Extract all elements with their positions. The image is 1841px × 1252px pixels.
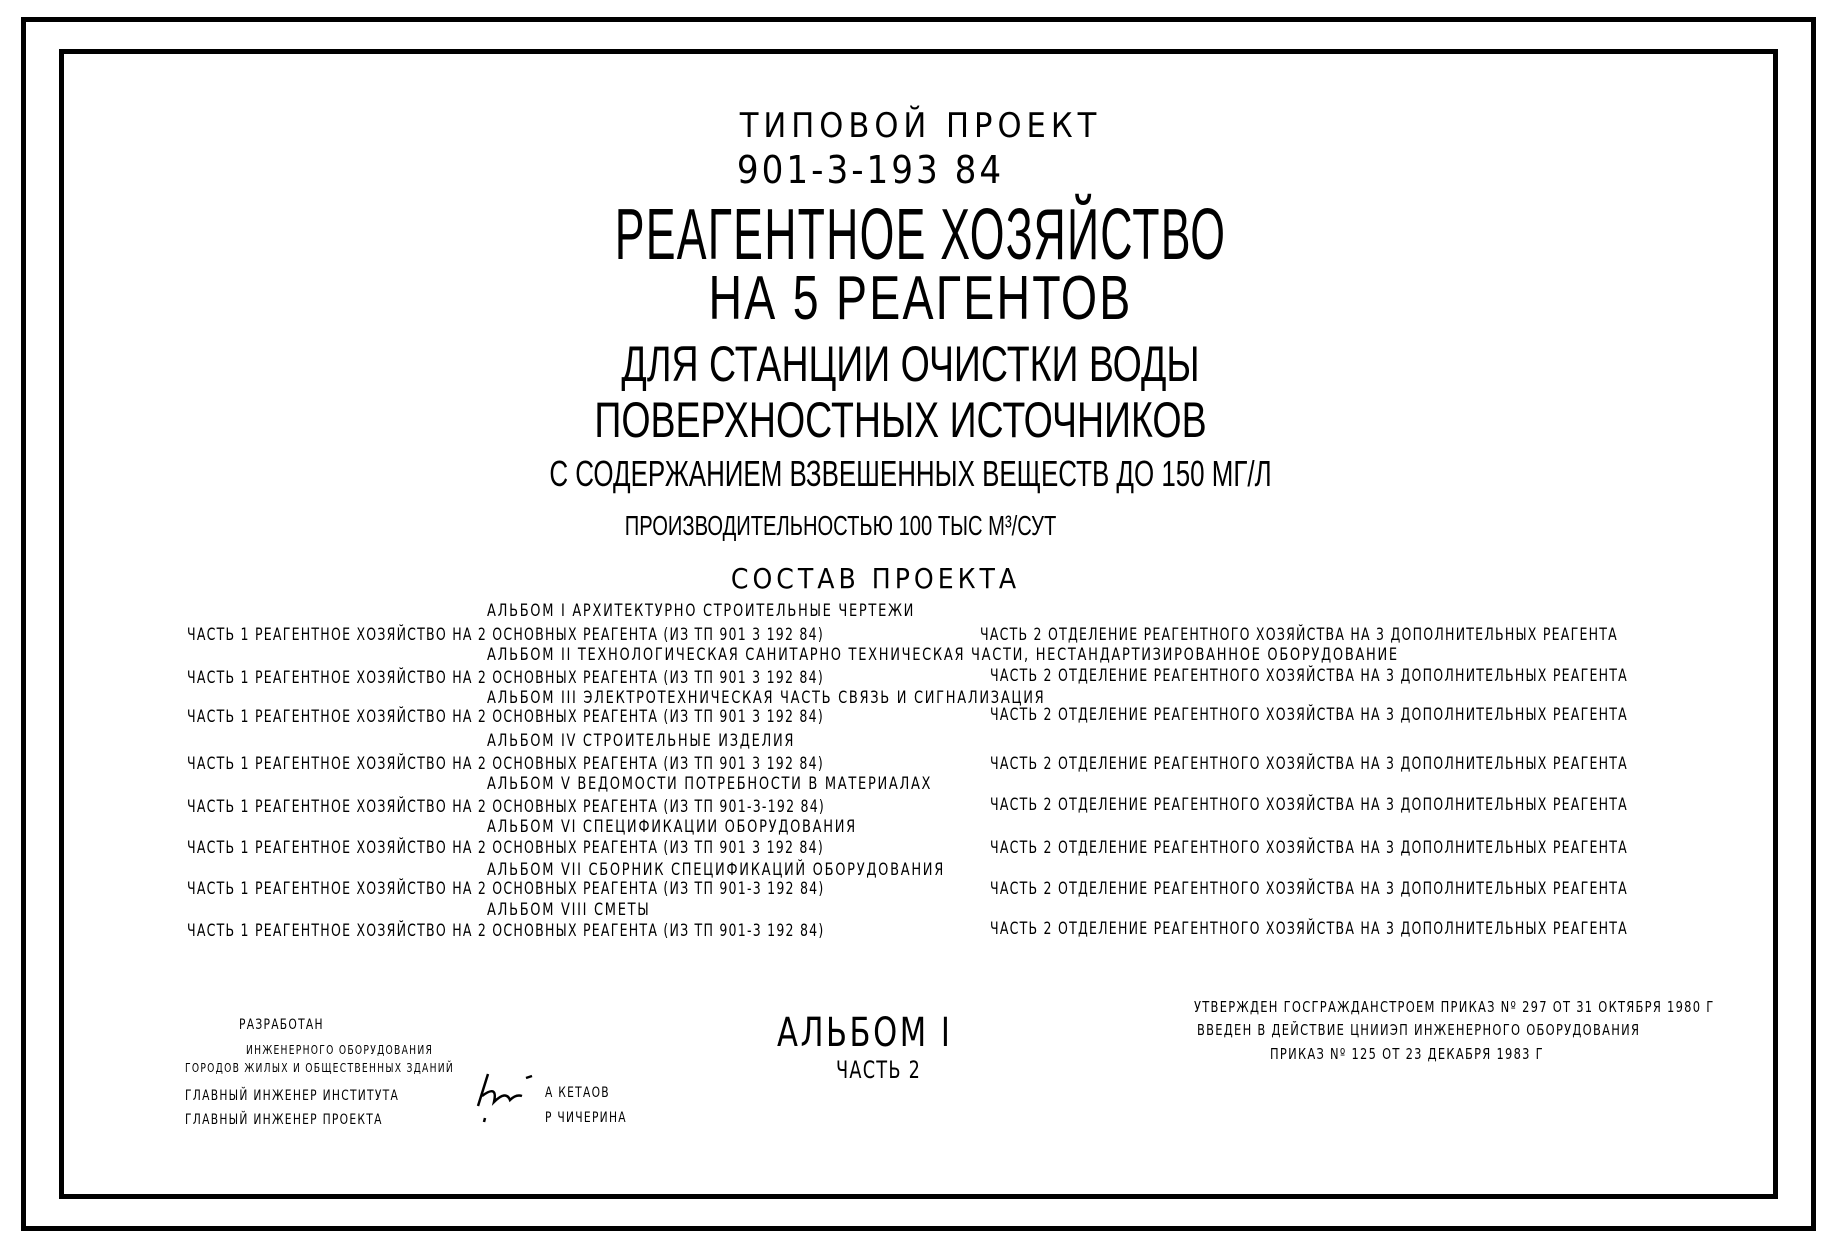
album-part1: ЧАСТЬ 1 РЕАГЕНТНОЕ ХОЗЯЙСТВО НА 2 ОСНОВНЫХ РЕАГЕНТА (ИЗ ТП 901-3-192 84) <box>187 797 826 817</box>
album-part1: ЧАСТЬ 1 РЕАГЕНТНОЕ ХОЗЯЙСТВО НА 2 ОСНОВНЫХ РЕАГЕНТА (ИЗ ТП 901 3 192 84) <box>187 625 824 645</box>
chief-engineer-project-label: ГЛАВНЫЙ ИНЖЕНЕР ПРОЕКТА <box>185 1112 383 1128</box>
album-part2: ЧАСТЬ 2 ОТДЕЛЕНИЕ РЕАГЕНТНОГО ХОЗЯЙСТВА НА 3 ДОПОЛНИТЕЛЬНЫХ РЕАГЕНТА <box>990 705 1628 725</box>
doc-type: ТИПОВОЙ ПРОЕКТ <box>739 106 1102 146</box>
signature-icon <box>470 1066 540 1126</box>
developer-org-1: ИНЖЕНЕРНОГО ОБОРУДОВАНИЯ <box>246 1043 434 1057</box>
album-part1: ЧАСТЬ 1 РЕАГЕНТНОЕ ХОЗЯЙСТВО НА 2 ОСНОВНЫХ РЕАГЕНТА (ИЗ ТП 901 3 192 84) <box>187 707 824 727</box>
chief-engineer-institute-name: А КЕТАОВ <box>545 1085 610 1101</box>
current-album: АЛЬБОМ I <box>777 1010 953 1056</box>
album-part2: ЧАСТЬ 2 ОТДЕЛЕНИЕ РЕАГЕНТНОГО ХОЗЯЙСТВА НА 3 ДОПОЛНИТЕЛЬНЫХ РЕАГЕНТА <box>990 838 1628 858</box>
album-part1: ЧАСТЬ 1 РЕАГЕНТНОЕ ХОЗЯЙСТВО НА 2 ОСНОВНЫХ РЕАГЕНТА (ИЗ ТП 901 3 192 84) <box>187 668 824 688</box>
developer-heading: РАЗРАБОТАН <box>239 1017 324 1033</box>
developer-org-2: ГОРОДОВ ЖИЛЫХ И ОБЩЕСТВЕННЫХ ЗДАНИЙ <box>185 1061 455 1075</box>
album-part1: ЧАСТЬ 1 РЕАГЕНТНОЕ ХОЗЯЙСТВО НА 2 ОСНОВНЫХ РЕАГЕНТА (ИЗ ТП 901 3 192 84) <box>187 754 824 774</box>
album-title: АЛЬБОМ I АРХИТЕКТУРНО СТРОИТЕЛЬНЫЕ ЧЕРТЕЖИ <box>487 601 916 621</box>
title-main-1: РЕАГЕНТНОЕ ХОЗЯЙСТВО <box>614 195 1227 275</box>
album-part1: ЧАСТЬ 1 РЕАГЕНТНОЕ ХОЗЯЙСТВО НА 2 ОСНОВНЫХ РЕАГЕНТА (ИЗ ТП 901-3 192 84) <box>187 921 825 941</box>
album-part2: ЧАСТЬ 2 ОТДЕЛЕНИЕ РЕАГЕНТНОГО ХОЗЯЙСТВА НА 3 ДОПОЛНИТЕЛЬНЫХ РЕАГЕНТА <box>990 795 1628 815</box>
album-title: АЛЬБОМ VI СПЕЦИФИКАЦИИ ОБОРУДОВАНИЯ <box>487 817 857 837</box>
album-part2: ЧАСТЬ 2 ОТДЕЛЕНИЕ РЕАГЕНТНОГО ХОЗЯЙСТВА НА 3 ДОПОЛНИТЕЛЬНЫХ РЕАГЕНТА <box>990 879 1628 899</box>
album-title: АЛЬБОМ III ЭЛЕКТРОТЕХНИЧЕСКАЯ ЧАСТЬ СВЯЗЬ И СИГНАЛИЗАЦИЯ <box>487 688 1046 708</box>
title-condition: С СОДЕРЖАНИЕМ ВЗВЕШЕННЫХ ВЕЩЕСТВ ДО 150 МГ/Л <box>549 453 1272 494</box>
project-number: 901-3-193 84 <box>736 148 1005 192</box>
approval-line-1: УТВЕРЖДЕН ГОСГРАЖДАНСТРОЕМ ПРИКАЗ Nº 297 ОТ 31 ОКТЯБРЯ 1980 Г <box>1194 998 1715 1016</box>
title-main-2: НА 5 РЕАГЕНТОВ <box>708 264 1133 333</box>
approval-line-3: ПРИКАЗ Nº 125 ОТ 23 ДЕКАБРЯ 1983 Г <box>1270 1045 1544 1063</box>
title-purpose-1: ДЛЯ СТАНЦИИ ОЧИСТКИ ВОДЫ <box>621 336 1200 392</box>
album-part1: ЧАСТЬ 1 РЕАГЕНТНОЕ ХОЗЯЙСТВО НА 2 ОСНОВНЫХ РЕАГЕНТА (ИЗ ТП 901 3 192 84) <box>187 838 824 858</box>
title-purpose-2: ПОВЕРХНОСТНЫХ ИСТОЧНИКОВ <box>594 392 1207 448</box>
chief-engineer-institute-label: ГЛАВНЫЙ ИНЖЕНЕР ИНСТИТУТА <box>185 1088 400 1104</box>
album-title: АЛЬБОМ VII СБОРНИК СПЕЦИФИКАЦИЙ ОБОРУДОВАНИЯ <box>487 860 945 880</box>
album-title: АЛЬБОМ IV СТРОИТЕЛЬНЫЕ ИЗДЕЛИЯ <box>487 731 796 751</box>
album-part2: ЧАСТЬ 2 ОТДЕЛЕНИЕ РЕАГЕНТНОГО ХОЗЯЙСТВА НА 3 ДОПОЛНИТЕЛЬНЫХ РЕАГЕНТА <box>990 666 1628 686</box>
album-title: АЛЬБОМ VIII СМЕТЫ <box>487 900 651 920</box>
section-heading: СОСТАВ ПРОЕКТА <box>730 562 1021 595</box>
album-part2: ЧАСТЬ 2 ОТДЕЛЕНИЕ РЕАГЕНТНОГО ХОЗЯЙСТВА НА 3 ДОПОЛНИТЕЛЬНЫХ РЕАГЕНТА <box>990 919 1628 939</box>
album-part1: ЧАСТЬ 1 РЕАГЕНТНОЕ ХОЗЯЙСТВО НА 2 ОСНОВНЫХ РЕАГЕНТА (ИЗ ТП 901-3 192 84) <box>187 879 825 899</box>
approval-line-2: ВВЕДЕН В ДЕЙСТВИЕ ЦНИИЭП ИНЖЕНЕРНОГО ОБОРУДОВАНИЯ <box>1197 1021 1641 1039</box>
album-title: АЛЬБОМ II ТЕХНОЛОГИЧЕСКАЯ САНИТАРНО ТЕХНИЧЕСКАЯ ЧАСТИ, НЕСТАНДАРТИЗИРОВАННОЕ ОБОРУДОВАНИЕ <box>487 645 1399 665</box>
album-title: АЛЬБОМ V ВЕДОМОСТИ ПОТРЕБНОСТИ В МАТЕРИАЛАХ <box>487 774 933 794</box>
chief-engineer-project-name: Р ЧИЧЕРИНА <box>545 1110 627 1126</box>
album-part2: ЧАСТЬ 2 ОТДЕЛЕНИЕ РЕАГЕНТНОГО ХОЗЯЙСТВА НА 3 ДОПОЛНИТЕЛЬНЫХ РЕАГЕНТА <box>990 754 1628 774</box>
album-part2: ЧАСТЬ 2 ОТДЕЛЕНИЕ РЕАГЕНТНОГО ХОЗЯЙСТВА НА 3 ДОПОЛНИТЕЛЬНЫХ РЕАГЕНТА <box>980 625 1618 645</box>
title-capacity: ПРОИЗВОДИТЕЛЬНОСТЬЮ 100 ТЫС М³/СУТ <box>624 510 1057 541</box>
current-part: ЧАСТЬ 2 <box>836 1056 922 1084</box>
